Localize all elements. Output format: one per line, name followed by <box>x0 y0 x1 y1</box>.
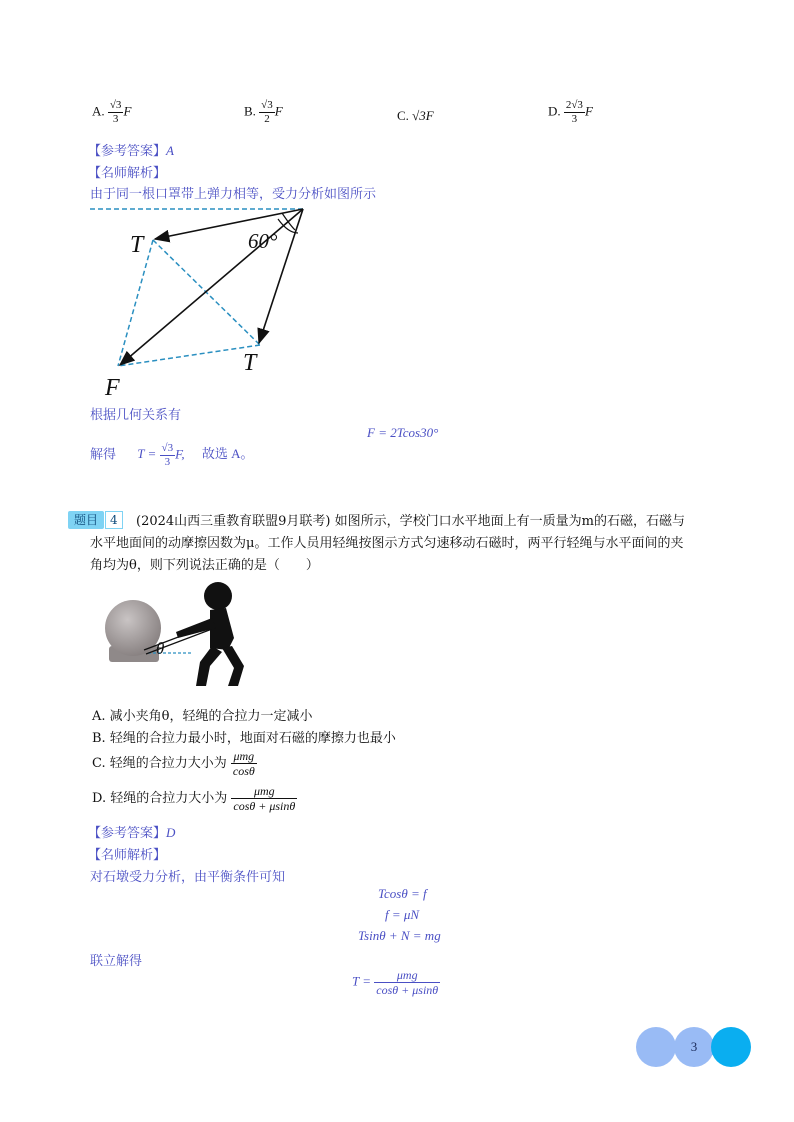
theta-label: θ <box>156 639 165 658</box>
numerator: √3 <box>261 99 273 111</box>
stone-figure <box>100 578 250 690</box>
stem-line: (2024山西三重教育联盟9月联考) 如图所示，学校门口水平地面上有一质量为m的石磁，石磁与 <box>136 514 685 529</box>
answer-label: 【参考答案】 <box>88 826 167 841</box>
denominator: 3 <box>112 113 119 125</box>
option-text: C. 轻绳的合拉力大小为 <box>92 756 227 771</box>
option-letter: A. <box>92 103 105 119</box>
person-body <box>210 608 234 650</box>
option-b: B. 轻绳的合拉力最小时，地面对石磁的摩擦力也最小 <box>92 731 396 746</box>
answer-value: A <box>166 143 174 158</box>
solve-var: F, <box>175 446 185 462</box>
stone-ball <box>105 600 161 656</box>
geometry-text: 根据几何关系有 <box>90 408 182 423</box>
answer-value: D <box>166 825 176 840</box>
analysis-text: 由于同一根口罩带上弹力相等，受力分析如图所示 <box>90 187 377 202</box>
option-c <box>397 108 434 124</box>
denominator: 3 <box>571 113 578 125</box>
variable: F <box>123 103 132 119</box>
option-letter: D. <box>548 103 561 119</box>
variable: F <box>274 103 283 119</box>
page-number: 3 <box>674 1027 714 1067</box>
fraction <box>374 969 440 996</box>
equation-2: f = μN <box>385 907 420 922</box>
numerator: μmg <box>231 750 257 764</box>
fraction <box>259 100 275 125</box>
numerator: √3 <box>109 99 122 111</box>
numerator: √3 <box>161 442 174 454</box>
question-badge <box>68 509 123 528</box>
label-T2: T <box>243 350 257 376</box>
answer-line <box>88 140 174 159</box>
option-c <box>92 750 257 777</box>
fraction <box>564 100 585 125</box>
answer-line <box>88 822 175 841</box>
option-b <box>244 100 283 125</box>
option-text: D. 轻绳的合拉力大小为 <box>92 791 228 806</box>
fraction <box>108 100 124 125</box>
option-a <box>92 100 131 125</box>
question-number: 4 <box>105 511 123 529</box>
label-F: F <box>105 375 120 400</box>
angle-arc <box>282 213 295 230</box>
option-d <box>548 100 593 125</box>
final-equation <box>352 969 440 996</box>
analysis-label: 【名师解析】 <box>88 848 167 863</box>
fraction <box>160 443 176 468</box>
numerator: μmg <box>231 785 297 799</box>
final-lhs: T = <box>352 973 372 989</box>
page-dot-right <box>711 1027 751 1067</box>
angle-label: 60° <box>248 229 278 253</box>
denominator: cosθ <box>232 764 255 778</box>
option-value: √3F <box>412 108 434 123</box>
parallelogram-diagonal <box>153 240 260 345</box>
page-dot-left <box>636 1027 676 1067</box>
person-head <box>204 582 232 610</box>
equation-3: Tsinθ + N = mg <box>358 928 441 943</box>
answer-label: 【参考答案】 <box>88 144 167 159</box>
fraction <box>231 785 297 812</box>
solve-line <box>90 443 254 468</box>
option-a: A. 减小夹角θ，轻绳的合拉力一定减小 <box>92 709 313 724</box>
denominator: cosθ + μsinθ <box>376 983 439 997</box>
stem-line: 角均为θ，则下列说法正确的是（ ） <box>90 558 319 573</box>
person-leg <box>222 646 244 686</box>
equation-1: Tcosθ = f <box>378 886 427 901</box>
analysis-text: 对石墩受力分析，由平衡条件可知 <box>90 870 286 885</box>
numerator: 2√3 <box>565 99 583 111</box>
analysis-label: 【名师解析】 <box>88 166 167 181</box>
parallelogram-edge <box>118 240 153 366</box>
variable: F <box>584 103 593 119</box>
solve-lhs: T = <box>137 446 157 462</box>
force-diagram <box>85 200 325 400</box>
solve-prefix: 解得 <box>90 446 117 462</box>
stem-line: 水平地面间的动摩擦因数为μ。工作人员用轻绳按图示方式匀速移动石磁时，两平行轻绳与水平面间的夹 <box>90 536 684 551</box>
option-d <box>92 785 297 812</box>
combine-text: 联立解得 <box>90 954 143 969</box>
solve-suffix: 故选 A。 <box>201 446 254 462</box>
tension-vector-1 <box>155 209 303 239</box>
person-leg <box>196 646 222 686</box>
denominator: cosθ + μsinθ <box>233 799 296 813</box>
fraction <box>231 750 257 777</box>
option-letter: B. <box>244 103 256 119</box>
numerator: μmg <box>374 969 440 983</box>
denominator: 3 <box>164 456 171 468</box>
badge-label: 题目 <box>68 511 104 529</box>
label-T1: T <box>130 232 144 258</box>
equation: F = 2Tcos30° <box>367 425 439 440</box>
option-letter: C. <box>397 108 409 123</box>
denominator: 2 <box>264 113 270 125</box>
